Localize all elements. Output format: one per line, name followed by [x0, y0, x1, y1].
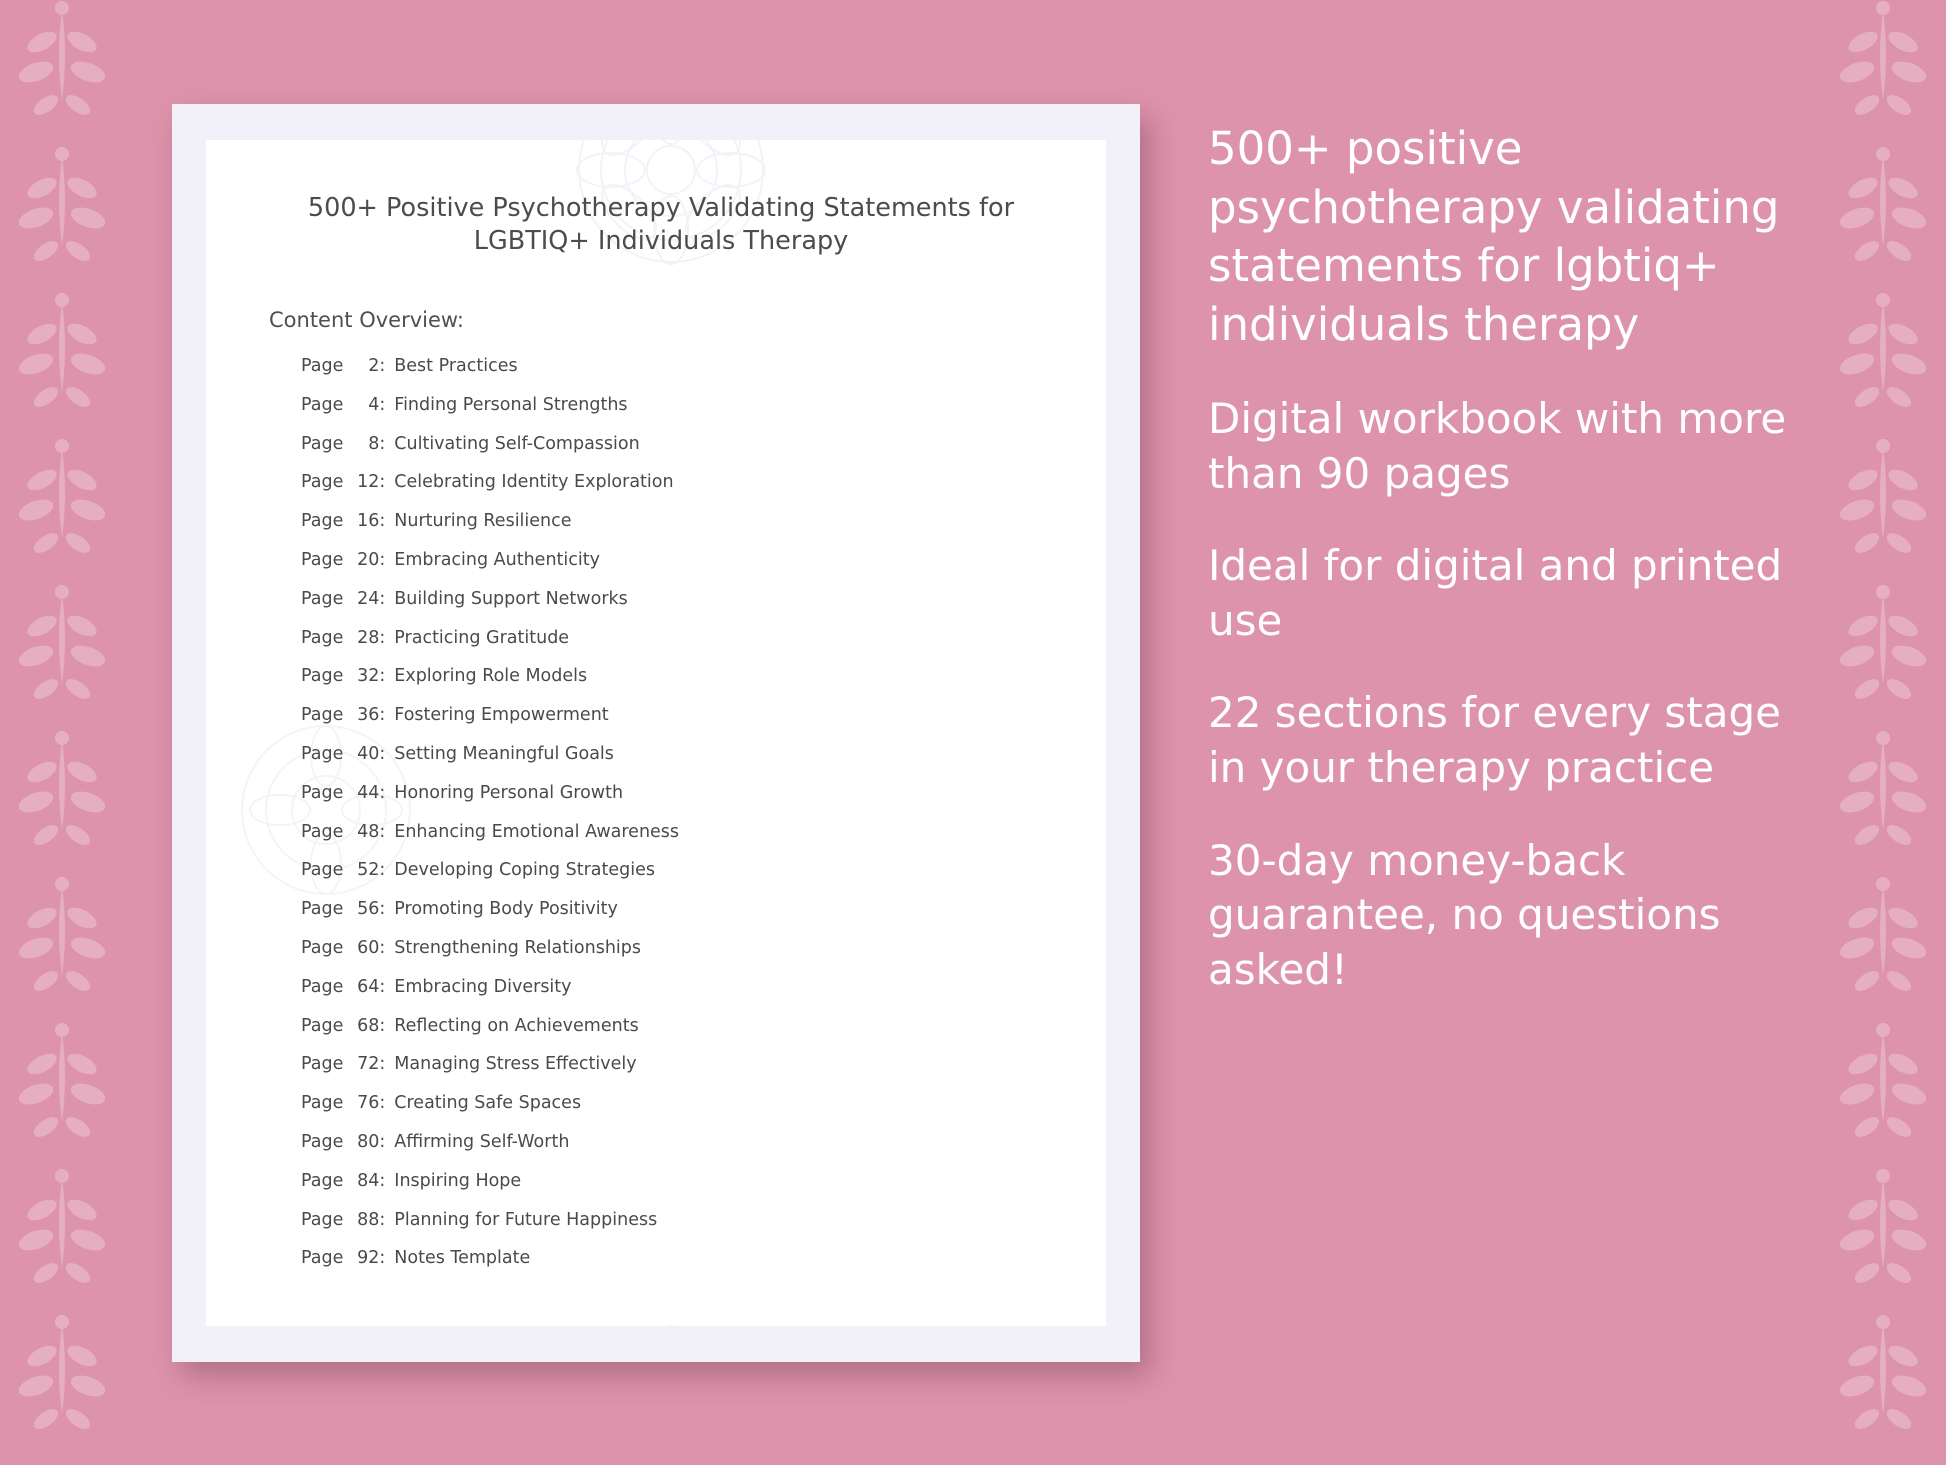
- toc-page-number: 56: [357, 899, 380, 920]
- document-preview: [172, 104, 1140, 1362]
- toc-section-label: Promoting Body Positivity: [394, 899, 618, 920]
- toc-section-label: Celebrating Identity Exploration: [394, 472, 674, 493]
- toc-page-number: 40: [357, 743, 380, 764]
- toc-page-number: 36: [357, 705, 380, 726]
- toc-separator: :: [379, 666, 386, 687]
- toc-section-label: Creating Safe Spaces: [394, 1093, 582, 1114]
- toc-page-number: 80: [357, 1131, 380, 1152]
- toc-separator: :: [379, 627, 386, 648]
- toc-page-number: 84: [357, 1170, 380, 1191]
- toc-separator: :: [379, 433, 386, 454]
- toc-section-label: Honoring Personal Growth: [394, 782, 624, 803]
- toc-row: [301, 668, 1066, 686]
- toc-separator: :: [379, 394, 386, 415]
- page-title: 500+ Positive Psychotherapy Validating Statements for LGBTIQ+ Individuals Therapy: [307, 193, 1015, 256]
- toc-row: [301, 937, 1066, 958]
- toc-page-word: Page: [301, 1209, 344, 1230]
- toc-page-number: 32: [357, 666, 380, 687]
- toc-page-word: Page: [301, 743, 344, 764]
- toc-page-number: 2: [368, 356, 380, 376]
- toc-row: [301, 474, 1066, 492]
- toc-page-word: Page: [301, 860, 344, 881]
- toc-page-word: Page: [301, 1248, 344, 1269]
- toc-separator: :: [379, 821, 386, 842]
- toc-row: [301, 394, 1066, 415]
- toc-row: [301, 821, 1066, 842]
- toc-row: [301, 513, 1066, 531]
- toc-row: [301, 588, 1066, 609]
- toc-page-number: 52: [357, 860, 380, 881]
- toc-row: [301, 707, 1066, 725]
- toc-section-label: Finding Personal Strengths: [394, 394, 628, 415]
- toc-page-number: 64: [357, 976, 380, 997]
- toc-page-number: 8: [368, 433, 380, 454]
- toc-page-word: Page: [301, 549, 344, 570]
- toc-page-word: Page: [301, 899, 344, 920]
- toc-separator: :: [379, 472, 386, 493]
- promo-point-3: 22 sections for every stage in your therapy practice: [1208, 688, 1781, 792]
- promo-headline: 500+ positive psychotherapy validating statements for lgbtiq+ individuals therapy: [1208, 122, 1780, 351]
- toc-separator: :: [379, 1170, 386, 1191]
- paper-page: [206, 140, 1106, 1326]
- toc-section-label: Setting Meaningful Goals: [394, 743, 614, 764]
- promo-point-4: 30-day money-back guarantee, no questions asked!: [1208, 835, 1721, 994]
- toc-page-word: Page: [301, 356, 344, 376]
- toc-row: [301, 1250, 1066, 1268]
- toc-section-label: Reflecting on Achievements: [394, 1015, 639, 1036]
- toc-page-number: 4: [368, 394, 380, 415]
- toc-separator: :: [379, 1209, 386, 1230]
- toc-row: [301, 976, 1066, 997]
- toc-page-word: Page: [301, 976, 344, 997]
- toc-separator: :: [379, 1248, 386, 1269]
- toc-section-label: Practicing Gratitude: [394, 627, 570, 648]
- toc-page-number: 68: [357, 1015, 380, 1036]
- toc-separator: :: [379, 511, 386, 532]
- toc-page-word: Page: [301, 1131, 344, 1152]
- toc-section-label: Strengthening Relationships: [394, 937, 642, 958]
- toc-page-word: Page: [301, 1015, 344, 1036]
- toc-separator: :: [379, 860, 386, 881]
- toc-page-number: 72: [357, 1054, 380, 1075]
- toc-section-label: Exploring Role Models: [394, 666, 588, 687]
- toc-page-word: Page: [301, 394, 344, 415]
- toc-separator: :: [379, 1015, 386, 1036]
- toc-page-number: 92: [357, 1248, 380, 1269]
- toc-section-label: Embracing Authenticity: [394, 549, 600, 570]
- toc-row: [301, 549, 1066, 570]
- toc-page-number: 60: [357, 937, 380, 958]
- toc-section-label: Building Support Networks: [394, 588, 628, 609]
- toc-section-label: Affirming Self-Worth: [394, 1131, 570, 1152]
- toc-separator: :: [379, 1131, 386, 1152]
- toc-row: [301, 1209, 1066, 1230]
- toc-section-label: Planning for Future Happiness: [394, 1209, 658, 1230]
- toc-section-label: Developing Coping Strategies: [394, 860, 655, 881]
- toc-page-word: Page: [301, 1170, 344, 1191]
- toc-section-label: Enhancing Emotional Awareness: [394, 821, 680, 842]
- toc-row: [301, 901, 1066, 919]
- toc-separator: :: [379, 899, 386, 920]
- toc-row: [301, 862, 1066, 880]
- toc-page-number: 12: [357, 472, 380, 493]
- toc-section-label: Fostering Empowerment: [394, 705, 609, 726]
- toc-row: [301, 1095, 1066, 1113]
- mandala-decoration-bottom: [536, 1320, 806, 1326]
- toc-page-word: Page: [301, 472, 344, 493]
- promo-point-2: Ideal for digital and printed use: [1208, 541, 1783, 645]
- toc-section-label: Nurturing Resilience: [394, 511, 572, 532]
- toc-separator: :: [379, 549, 386, 570]
- toc-row: [301, 627, 1066, 648]
- toc-row: [301, 358, 1066, 376]
- toc-row: [301, 1015, 1066, 1036]
- toc-separator: :: [379, 937, 386, 958]
- toc-separator: :: [379, 588, 386, 609]
- toc-section-label: Cultivating Self-Compassion: [394, 433, 640, 454]
- toc-separator: :: [379, 705, 386, 726]
- toc-page-word: Page: [301, 511, 344, 532]
- toc-page-number: 48: [357, 821, 380, 842]
- toc-row: [301, 1170, 1066, 1191]
- floral-border-left: [0, 0, 125, 1460]
- toc-page-number: 24: [357, 588, 380, 609]
- toc-row: [301, 1131, 1066, 1152]
- toc-page-word: Page: [301, 588, 344, 609]
- toc-page-number: 76: [357, 1093, 380, 1114]
- toc-row: [301, 1056, 1066, 1074]
- toc-page-word: Page: [301, 782, 344, 803]
- toc-separator: :: [379, 1054, 386, 1075]
- toc-page-number: 44: [357, 782, 380, 803]
- toc-page-word: Page: [301, 666, 344, 687]
- toc-section-label: Managing Stress Effectively: [394, 1054, 637, 1075]
- toc-page-number: 28: [357, 627, 380, 648]
- content-overview-label: Content Overview:: [269, 308, 464, 332]
- toc-page-word: Page: [301, 627, 344, 648]
- toc-section-label: Best Practices: [394, 356, 518, 376]
- toc-page-number: 88: [357, 1209, 380, 1230]
- toc-separator: :: [379, 976, 386, 997]
- toc-page-word: Page: [301, 433, 344, 454]
- promo-point-1: Digital workbook with more than 90 pages: [1208, 394, 1787, 498]
- toc-separator: :: [379, 1093, 386, 1114]
- toc-separator: :: [379, 782, 386, 803]
- floral-border-right: [1821, 0, 1946, 1460]
- toc-page-word: Page: [301, 937, 344, 958]
- toc-separator: :: [379, 743, 386, 764]
- toc-section-label: Inspiring Hope: [394, 1170, 522, 1191]
- toc-section-label: Notes Template: [394, 1248, 531, 1269]
- toc-row: [301, 433, 1066, 454]
- toc-section-label: Embracing Diversity: [394, 976, 572, 997]
- toc-row: [301, 782, 1066, 803]
- toc-page-number: 16: [357, 511, 380, 532]
- toc-page-word: Page: [301, 705, 344, 726]
- toc-page-word: Page: [301, 821, 344, 842]
- promo-column: [1208, 120, 1808, 1035]
- table-of-contents: [301, 358, 1066, 1289]
- toc-separator: :: [379, 356, 386, 376]
- toc-row: [301, 743, 1066, 764]
- toc-page-word: Page: [301, 1093, 344, 1114]
- toc-page-number: 20: [357, 549, 380, 570]
- toc-page-word: Page: [301, 1054, 344, 1075]
